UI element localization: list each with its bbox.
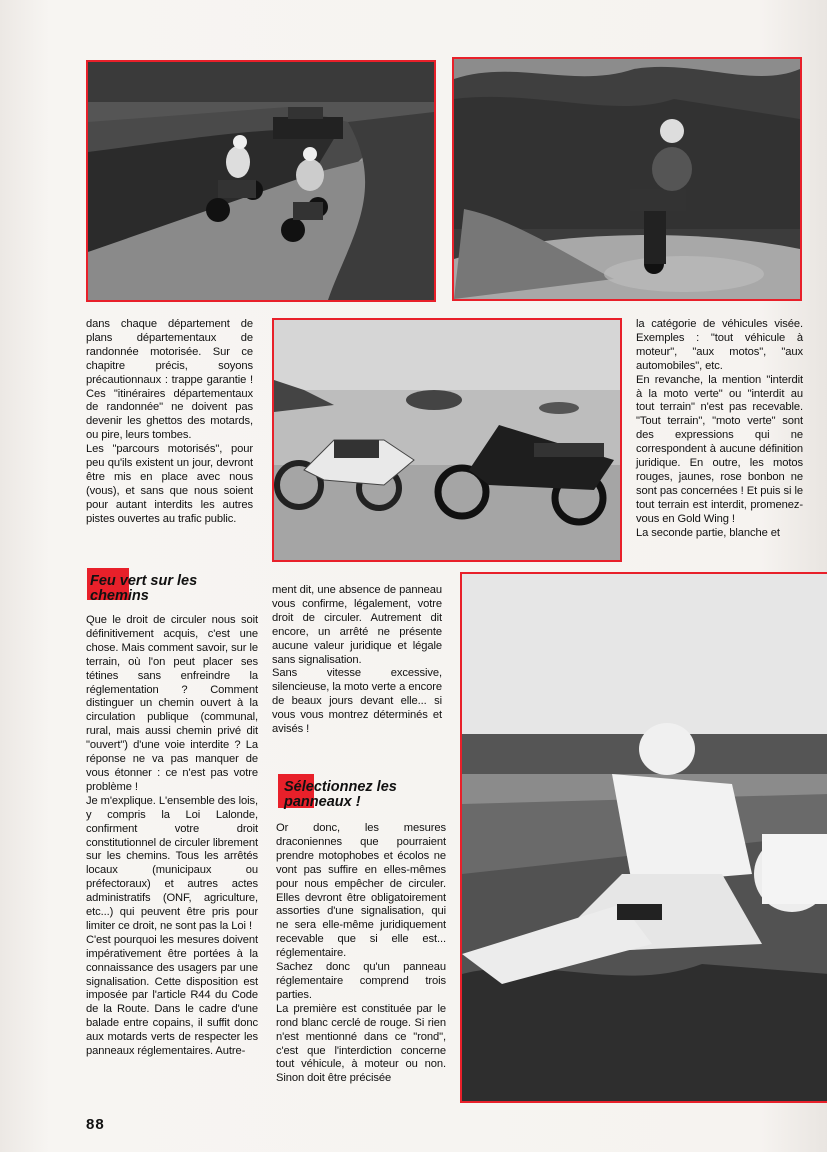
paragraph: dans chaque département de plans départementaux de randonnée motorisée. Sur ce chapitre précis, soyons précautionnaux : trappe garantie ! Ces "itinéraires départementaux de randonnée" ne doivent pas devenir les ghettos des motards, ou pire, leurs tombes. bbox=[86, 318, 253, 442]
paragraph: En revanche, la mention "interdit à la moto verte" ou "interdit au tout terrain" n'est pas recevable. "Tout terrain", "moto verte" sont des expressions qui ne correspondent à aucune définition juridique. En outre, les motos rouges, jaunes, rose bonbon ne sont pas concernées ! Et puis si le tout terrain est interdit, promenez-vous en Gold Wing ! bbox=[636, 373, 803, 525]
paragraph: La première est constituée par le rond blanc cerclé de rouge. Si rien n'est mentionné dans ce "rond", c'est que l'interdiction concerne tout véhicule, à moteur ou non. Sinon doit être précisée bbox=[276, 1002, 446, 1085]
paragraph: ment dit, une absence de panneau vous confirme, légalement, votre droit de circuler. Autrement dit encore, un arrêté ne présente aucune valeur juridique et légale sans signalisation. bbox=[272, 584, 442, 666]
section-heading-selectionnez: Sélectionnez les panneaux ! bbox=[284, 780, 434, 810]
column-middle-bottom bbox=[276, 822, 446, 1086]
column-left-bottom bbox=[86, 614, 258, 1059]
column-left-top bbox=[86, 318, 253, 527]
column-middle-top bbox=[272, 584, 442, 737]
paragraph: Sachez donc qu'un panneau réglementaire comprend trois parties. bbox=[276, 961, 446, 1001]
page-number: 88 bbox=[86, 1116, 105, 1133]
paragraph: La seconde partie, blanche et bbox=[636, 526, 780, 539]
paragraph: Sans vitesse excessive, silencieuse, la moto verte a encore de beaux jours devant elle... si vous vous montrez déterminés et avisés ! bbox=[272, 667, 442, 736]
photo-rider-grass bbox=[460, 572, 827, 1103]
photo-rider-track bbox=[452, 57, 802, 301]
column-right bbox=[636, 318, 803, 541]
paragraph: Que le droit de circuler nous soit définitivement acquis, c'est une chose. Mais comment savoir, sur le terrain, où l'on peut placer ses tétines sans enfreindre la réglementation ? Comment distinguer un chemin ouvert à la circulation publique (communal, rural, mais aussi chemin privé dit "ouvert") d'une voie interdite ? La réponse ne va pas manquer de vous étonner : ce n'est pas votre problème ! bbox=[86, 614, 258, 793]
paragraph: Or donc, les mesures draconiennes que pourraient prendre motophobes et écolos ne vont pas suffire en elles-mêmes pour nous empêcher de circuler. Elles devront être obligatoirement assorties d'une signalisation, qui ne sera elle-même juridiquement recevable que si elle est... réglementaire. bbox=[276, 822, 446, 960]
paragraph: la catégorie de véhicules visée. Exemples : "tout véhicule à moteur", "aux motos", "aux automobiles", etc. bbox=[636, 318, 803, 372]
paragraph: Je m'explique. L'ensemble des lois, y compris la Loi Lalonde, confirment votre droit constitutionnel de circuler librement sur les chemins. Tous les arrêtés locaux (municipaux ou préfectoraux) et autres actes administratifs (ONF, agriculture, etc...) qui peuvent être pris pour limiter ce droit, ne sont pas la Loi ! bbox=[86, 794, 258, 932]
photo-canal-riders bbox=[86, 60, 436, 302]
photo-two-bikes-beach bbox=[272, 318, 622, 562]
paragraph: Les "parcours motorisés", pour peu qu'ils existent un jour, devront être mis en place avec nous (vous), et sans que nous soient pour autant interdits les autres pistes ouvertes au trafic public. bbox=[86, 443, 253, 525]
section-heading-feu-vert: Feu vert sur les chemins bbox=[90, 574, 250, 604]
paragraph: C'est pourquoi les mesures doivent impérativement être portées à la connaissance des usagers par une signalisation. Cette disposition est imposée par l'article R44 du Code de la Route. Dans le cadre d'une balade entre copains, il suffit donc aux motards verts de respecter les panneaux réglementaires. Autre- bbox=[86, 933, 258, 1058]
